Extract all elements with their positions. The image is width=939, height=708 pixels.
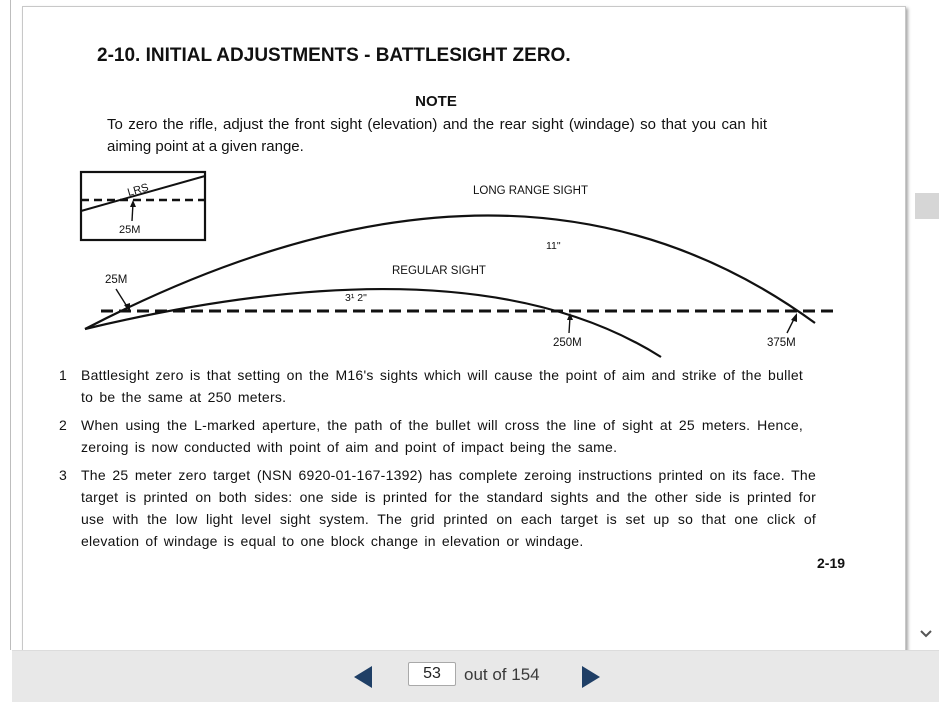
regular-sight-label: REGULAR SIGHT [392, 265, 486, 277]
paragraph-number: 3 [59, 467, 67, 483]
page-navigation-bar [12, 650, 939, 702]
viewer-left-border [10, 0, 11, 650]
long-range-sight-label: LONG RANGE SIGHT [473, 185, 589, 197]
paragraph-text: The 25 meter zero target (NSN 6920-01-167-1392) has complete zeroing instructions printed on its face. The target is printed on both sides: one side is printed for the standard sights and the other side is printed for use with the low light level sight system. The grid printed on each target is set up so that one click of elevation of windage is equal to one block change in elevation or windage. [81, 467, 816, 549]
arrow-375m-head [791, 313, 797, 322]
page-total-label: out of 154 [464, 665, 540, 684]
label-250m: 250M [553, 337, 582, 349]
paragraph-number: 1 [59, 367, 67, 383]
note-heading: NOTE [415, 93, 457, 110]
page-number-input[interactable] [408, 662, 456, 686]
inset-25m-label: 25M [119, 224, 141, 236]
chevron-down-icon[interactable] [917, 625, 935, 643]
vertical-scrollbar[interactable] [913, 0, 939, 650]
label-25m: 25M [105, 274, 128, 286]
previous-page-button[interactable] [352, 664, 374, 690]
label-375m: 375M [767, 337, 796, 349]
document-page [22, 6, 906, 657]
scrollbar-thumb[interactable] [915, 193, 939, 219]
paragraph-number: 2 [59, 417, 67, 433]
inset-lrs-label: LRS [126, 181, 150, 200]
paragraph-text: Battlesight zero is that setting on the M16's sights which will cause the point of aim and strike of the bullet to be the same at 250 meters. [81, 367, 803, 405]
battlesight-trajectory-figure [61, 165, 841, 365]
triangle-left-icon [352, 664, 374, 690]
next-page-button[interactable] [580, 664, 602, 690]
note-text: To zero the rifle, adjust the front sight (elevation) and the rear sight (windage) so that you can hit aiming point at a given range. [107, 116, 767, 155]
triangle-right-icon [580, 664, 602, 690]
paragraph-text: When using the L-marked aperture, the path of the bullet will cross the line of sight at 25 meters. Hence, zeroing is now conducted with point of aim and point of impact being the same. [81, 417, 803, 455]
regular-height-label: 3¹ 2" [345, 292, 367, 304]
long-range-height-label: 11" [546, 240, 561, 252]
page-footer-number: 2-19 [817, 555, 846, 571]
section-title: 2-10. INITIAL ADJUSTMENTS - BATTLESIGHT ZERO. [97, 45, 571, 66]
